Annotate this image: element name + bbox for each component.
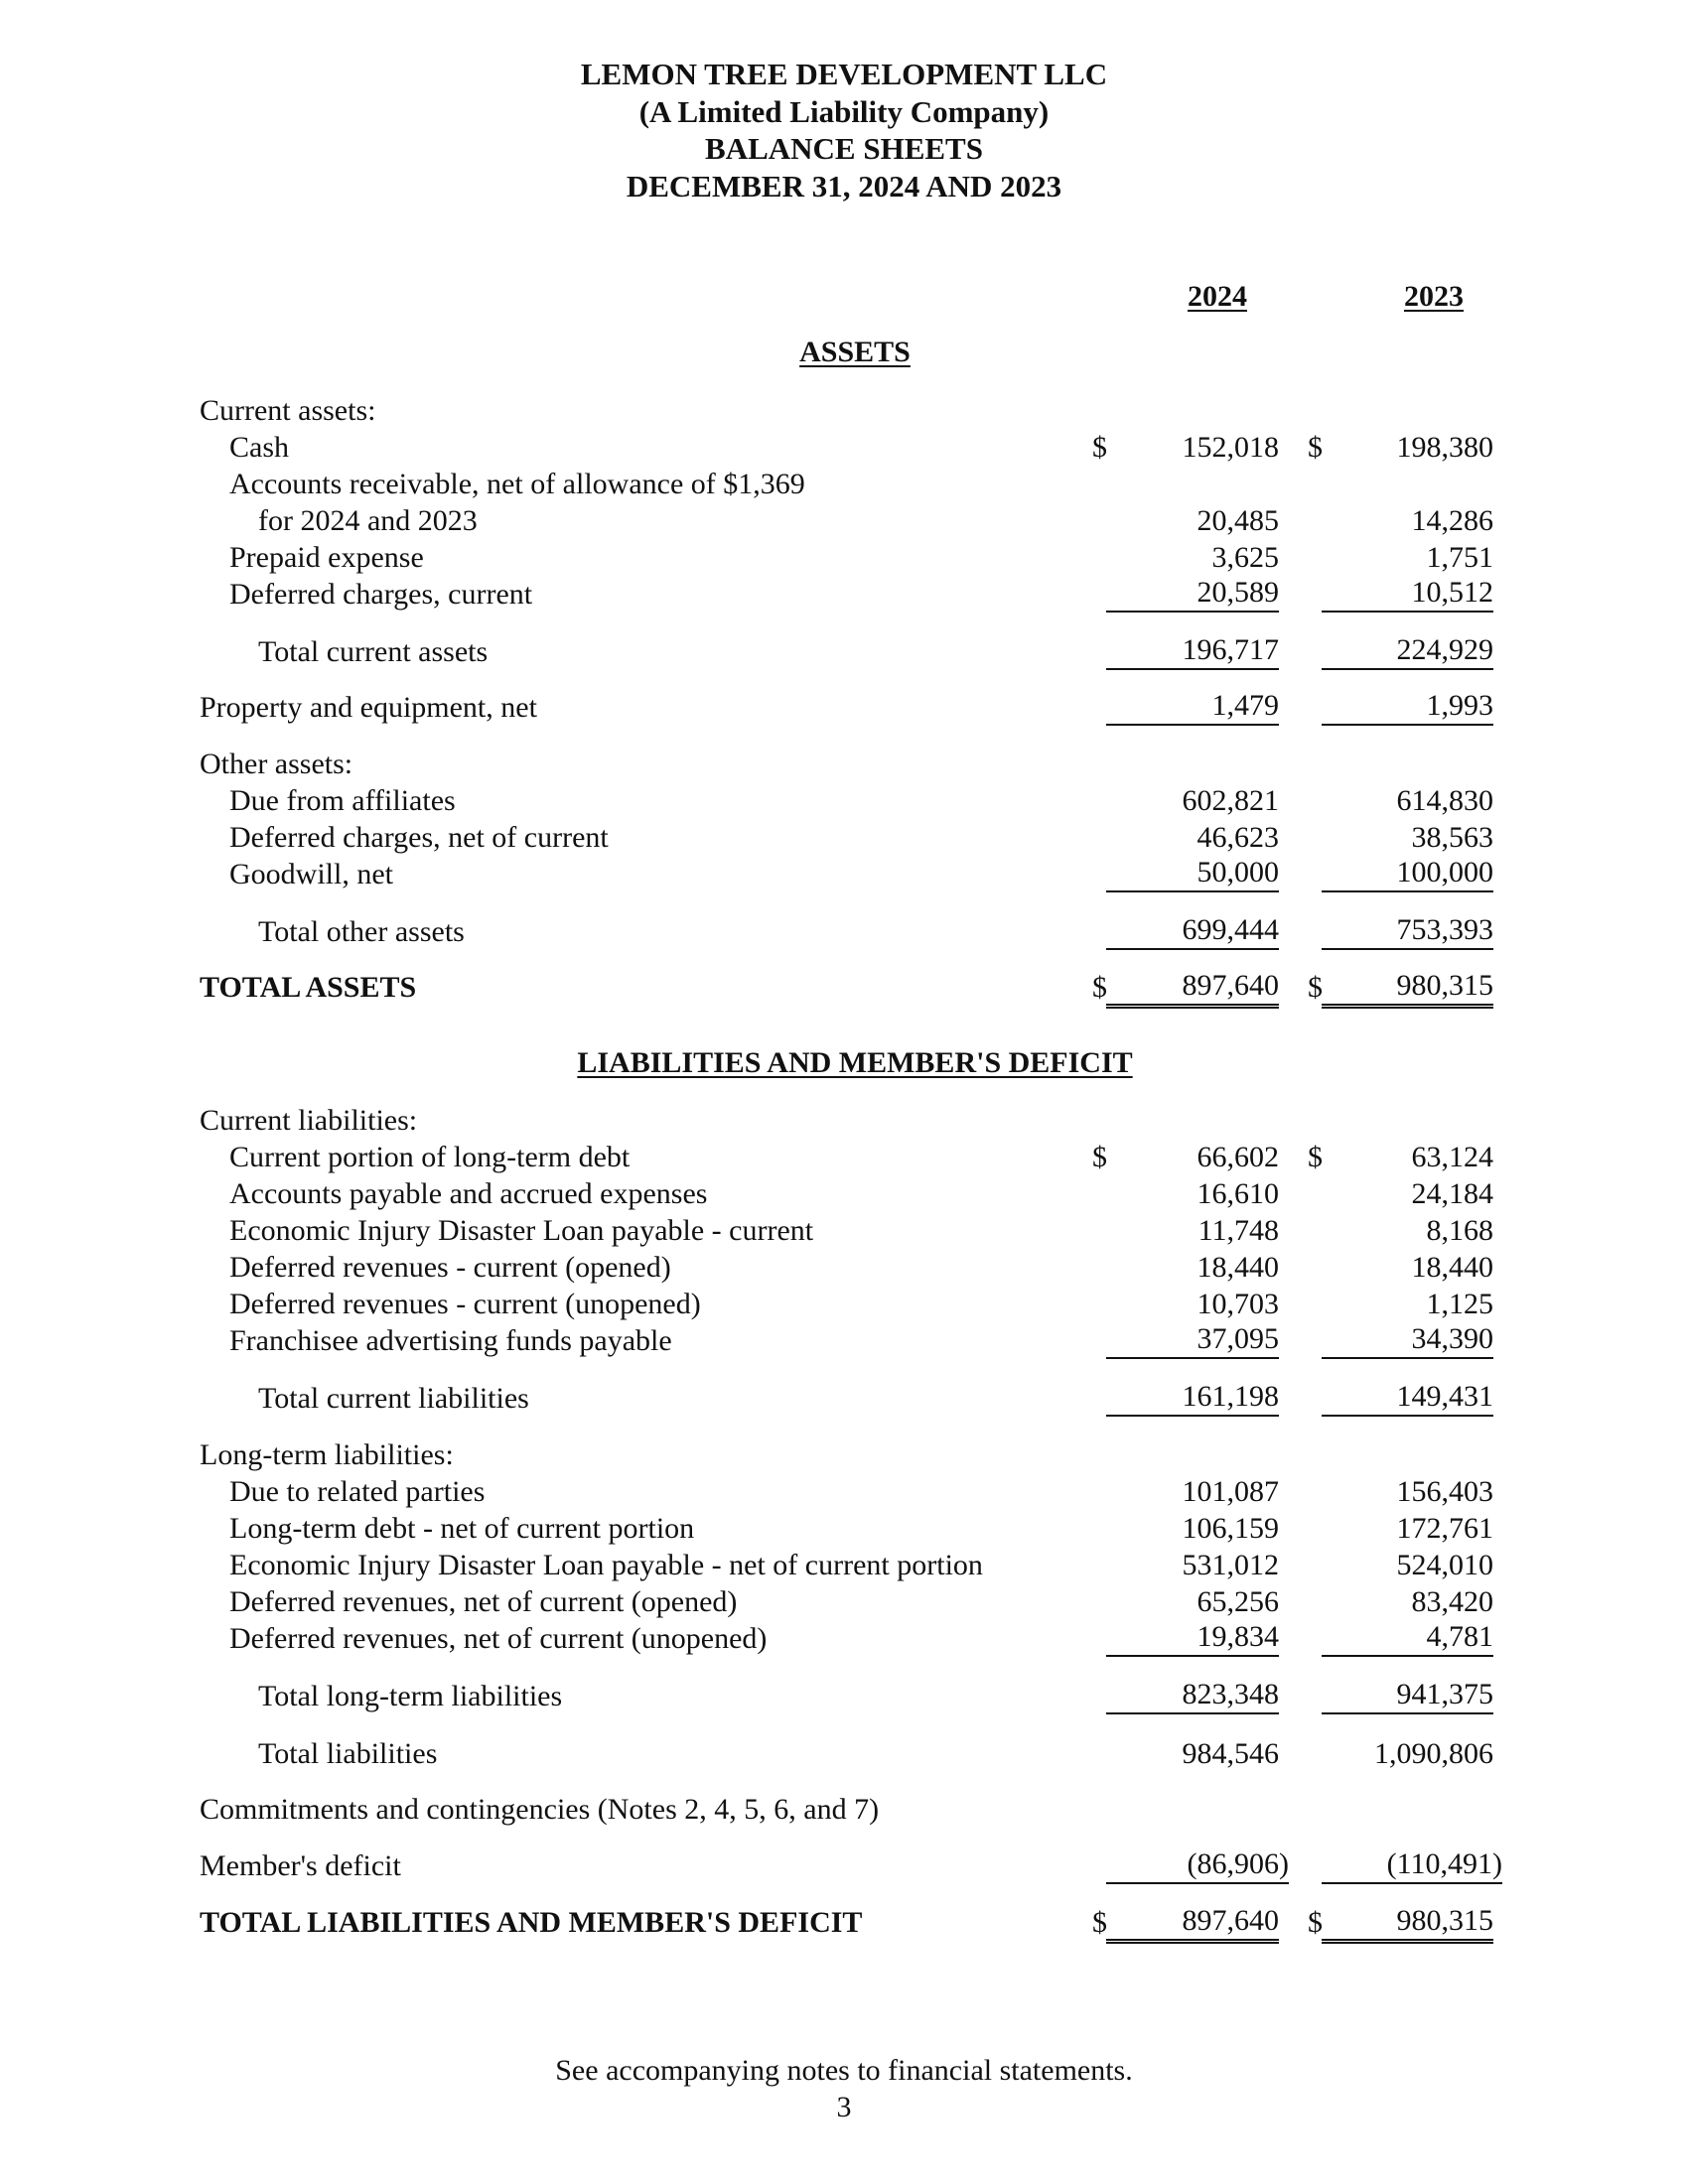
row-label: Economic Injury Disaster Loan payable - current: [229, 1214, 814, 1247]
value-2024: (86,906): [1106, 1847, 1289, 1884]
dollar-sign: $: [1308, 431, 1323, 464]
table-row-accounts-payable: [0, 1175, 1688, 1212]
value-2024: 18,440: [1196, 1251, 1279, 1284]
dollar-sign: $: [1092, 971, 1107, 1004]
column-header-2024: 2024: [1188, 280, 1247, 313]
assets-heading: ASSETS: [799, 336, 911, 368]
company-name: LEMON TREE DEVELOPMENT LLC: [580, 57, 1108, 91]
table-row-deferred-revenues-net-opened: [0, 1583, 1688, 1620]
value-2024: 823,348: [1106, 1678, 1279, 1714]
table-row-total-other-assets: [0, 913, 1688, 950]
table-row-eidl-net: [0, 1547, 1688, 1583]
dollar-sign: $: [1308, 1906, 1323, 1939]
value-2024: 897,640: [1106, 969, 1279, 1009]
value-2023: 524,010: [1396, 1549, 1493, 1581]
value-2024: 531,012: [1182, 1549, 1279, 1581]
value-2023: 100,000: [1322, 856, 1493, 892]
value-2023: 1,751: [1426, 541, 1493, 574]
table-row-property-equipment: [0, 689, 1688, 726]
value-2024: 152,018: [1182, 431, 1279, 464]
value-2024: 602,821: [1182, 784, 1279, 817]
row-label-continued: for 2024 and 2023: [258, 504, 478, 537]
value-2023: 224,929: [1322, 633, 1493, 670]
row-label: Deferred revenues - current (unopened): [229, 1288, 701, 1320]
table-row-eidl-current: [0, 1212, 1688, 1249]
dollar-sign: $: [1308, 1141, 1323, 1173]
value-2024: 46,623: [1196, 821, 1279, 854]
dollar-sign: $: [1092, 431, 1107, 464]
row-label: Due to related parties: [229, 1475, 486, 1508]
value-2023: 14,286: [1411, 504, 1493, 537]
table-row-total-current-assets: [0, 633, 1688, 670]
value-2023: 8,168: [1426, 1214, 1493, 1247]
longterm-liabilities-heading-row: [0, 1436, 1688, 1473]
value-2023: 38,563: [1411, 821, 1493, 854]
table-row-due-from-affiliates: [0, 782, 1688, 819]
table-row-deferred-charges-current: [0, 576, 1688, 613]
value-2024: 20,485: [1196, 504, 1279, 537]
row-label: Deferred charges, net of current: [229, 821, 609, 854]
value-2023: 1,125: [1426, 1288, 1493, 1320]
value-2023: 172,761: [1396, 1512, 1493, 1545]
value-2023: 614,830: [1396, 784, 1493, 817]
page-footer: [0, 2052, 1688, 2125]
value-2024: 65,256: [1196, 1585, 1279, 1618]
value-2024: 984,546: [1182, 1737, 1279, 1770]
table-row-deferred-revenues-current-unopened: [0, 1286, 1688, 1322]
column-header-2023: 2023: [1404, 280, 1464, 313]
current-assets-heading-row: [0, 392, 1688, 429]
row-label: Prepaid expense: [229, 541, 424, 574]
row-label: Deferred revenues, net of current (unopened): [229, 1622, 768, 1655]
table-row-total-assets: [0, 969, 1688, 1006]
statement-date: DECEMBER 31, 2024 AND 2023: [626, 168, 1062, 204]
longterm-liabilities-heading: Long-term liabilities:: [200, 1438, 454, 1471]
entity-type: (A Limited Liability Company): [638, 93, 1050, 129]
row-label: Total current assets: [258, 635, 489, 668]
footer-note: See accompanying notes to financial statements.: [555, 2054, 1133, 2087]
value-2023: 1,090,806: [1374, 1737, 1493, 1770]
value-2024: 11,748: [1197, 1214, 1279, 1247]
value-2023: 1,993: [1322, 689, 1493, 726]
table-row-deferred-charges-noncurrent: [0, 819, 1688, 856]
value-2024: 20,589: [1106, 576, 1279, 613]
value-2023: 18,440: [1411, 1251, 1493, 1284]
value-2024: 50,000: [1106, 856, 1279, 892]
value-2023: 980,315: [1322, 1904, 1493, 1944]
value-2024: 106,159: [1182, 1512, 1279, 1545]
value-2023: 198,380: [1396, 431, 1493, 464]
value-2024: 10,703: [1196, 1288, 1279, 1320]
row-label: Accounts receivable, net of allowance of $1,369: [229, 468, 805, 500]
value-2023: 24,184: [1411, 1177, 1493, 1210]
value-2023: 63,124: [1411, 1141, 1493, 1173]
row-label: Commitments and contingencies (Notes 2, 4, 5, 6, and 7): [200, 1793, 880, 1826]
value-2024: 196,717: [1106, 633, 1279, 670]
value-2024: 101,087: [1182, 1475, 1279, 1508]
value-2024: 897,640: [1106, 1904, 1279, 1944]
row-label: Total current liabilities: [258, 1382, 529, 1415]
table-row-franchisee-advertising-funds: [0, 1322, 1688, 1359]
row-label: Current portion of long-term debt: [229, 1141, 631, 1173]
value-2024: 3,625: [1211, 541, 1279, 574]
current-liabilities-heading-row: [0, 1102, 1688, 1139]
table-row-goodwill: [0, 856, 1688, 892]
row-label: Accounts payable and accrued expenses: [229, 1177, 708, 1210]
value-2023: 83,420: [1411, 1585, 1493, 1618]
table-row-members-deficit: [0, 1847, 1688, 1884]
dollar-sign: $: [1308, 971, 1323, 1004]
value-2024: 699,444: [1106, 913, 1279, 950]
row-label: Goodwill, net: [229, 858, 393, 890]
row-label: Long-term debt - net of current portion: [229, 1512, 695, 1545]
row-label: Cash: [229, 431, 289, 464]
row-label: Total liabilities: [258, 1737, 438, 1770]
value-2024: 19,834: [1106, 1620, 1279, 1657]
value-2023: 34,390: [1322, 1322, 1493, 1359]
other-assets-heading-row: [0, 746, 1688, 782]
value-2024: 161,198: [1106, 1380, 1279, 1417]
table-row-total-current-liabilities: [0, 1380, 1688, 1417]
row-label: TOTAL LIABILITIES AND MEMBER'S DEFICIT: [200, 1906, 863, 1939]
value-2024: 16,610: [1196, 1177, 1279, 1210]
liabilities-heading: LIABILITIES AND MEMBER'S DEFICIT: [577, 1046, 1133, 1079]
row-label: Deferred charges, current: [229, 578, 533, 611]
table-row-total-longterm-liabilities: [0, 1678, 1688, 1714]
value-2024: 1,479: [1106, 689, 1279, 726]
current-liabilities-heading: Current liabilities:: [200, 1104, 418, 1137]
dollar-sign: $: [1092, 1906, 1107, 1939]
row-label: Member's deficit: [200, 1849, 401, 1882]
value-2023: 156,403: [1396, 1475, 1493, 1508]
dollar-sign: $: [1092, 1141, 1107, 1173]
page-number: 3: [836, 2091, 852, 2123]
row-label: Deferred revenues, net of current (opened): [229, 1585, 738, 1618]
table-row-current-ltd: [0, 1139, 1688, 1175]
table-row-total-liabilities-and-deficit: [0, 1904, 1688, 1941]
table-row-total-liabilities: [0, 1735, 1688, 1772]
row-label: Total other assets: [258, 915, 465, 948]
row-label: Property and equipment, net: [200, 691, 537, 724]
value-2023: (110,491): [1322, 1847, 1502, 1884]
value-2023: 980,315: [1322, 969, 1493, 1009]
row-label: Deferred revenues - current (opened): [229, 1251, 671, 1284]
table-row-ltd-net: [0, 1510, 1688, 1547]
table-row-cash: [0, 429, 1688, 466]
row-label: TOTAL ASSETS: [200, 971, 417, 1004]
value-2023: 4,781: [1322, 1620, 1493, 1657]
table-row-accounts-receivable: [0, 502, 1688, 539]
row-label: Due from affiliates: [229, 784, 456, 817]
value-2024: 37,095: [1106, 1322, 1279, 1359]
row-label: Franchisee advertising funds payable: [229, 1324, 672, 1357]
table-row-prepaid: [0, 539, 1688, 576]
value-2023: 753,393: [1322, 913, 1493, 950]
statement-title: BALANCE SHEETS: [705, 131, 983, 166]
other-assets-heading: Other assets:: [200, 748, 353, 780]
value-2023: 941,375: [1322, 1678, 1493, 1714]
table-row-ar-label: [0, 466, 1688, 502]
value-2023: 149,431: [1322, 1380, 1493, 1417]
value-2024: 66,602: [1196, 1141, 1279, 1173]
table-row-due-to-related-parties: [0, 1473, 1688, 1510]
table-row-commitments: [0, 1791, 1688, 1828]
row-label: Total long-term liabilities: [258, 1680, 563, 1712]
current-assets-heading: Current assets:: [200, 394, 376, 427]
table-row-deferred-revenues-current-opened: [0, 1249, 1688, 1286]
document-header: [0, 56, 1688, 205]
value-2023: 10,512: [1322, 576, 1493, 613]
row-label: Economic Injury Disaster Loan payable - net of current portion: [229, 1549, 983, 1581]
table-row-deferred-revenues-net-unopened: [0, 1620, 1688, 1657]
